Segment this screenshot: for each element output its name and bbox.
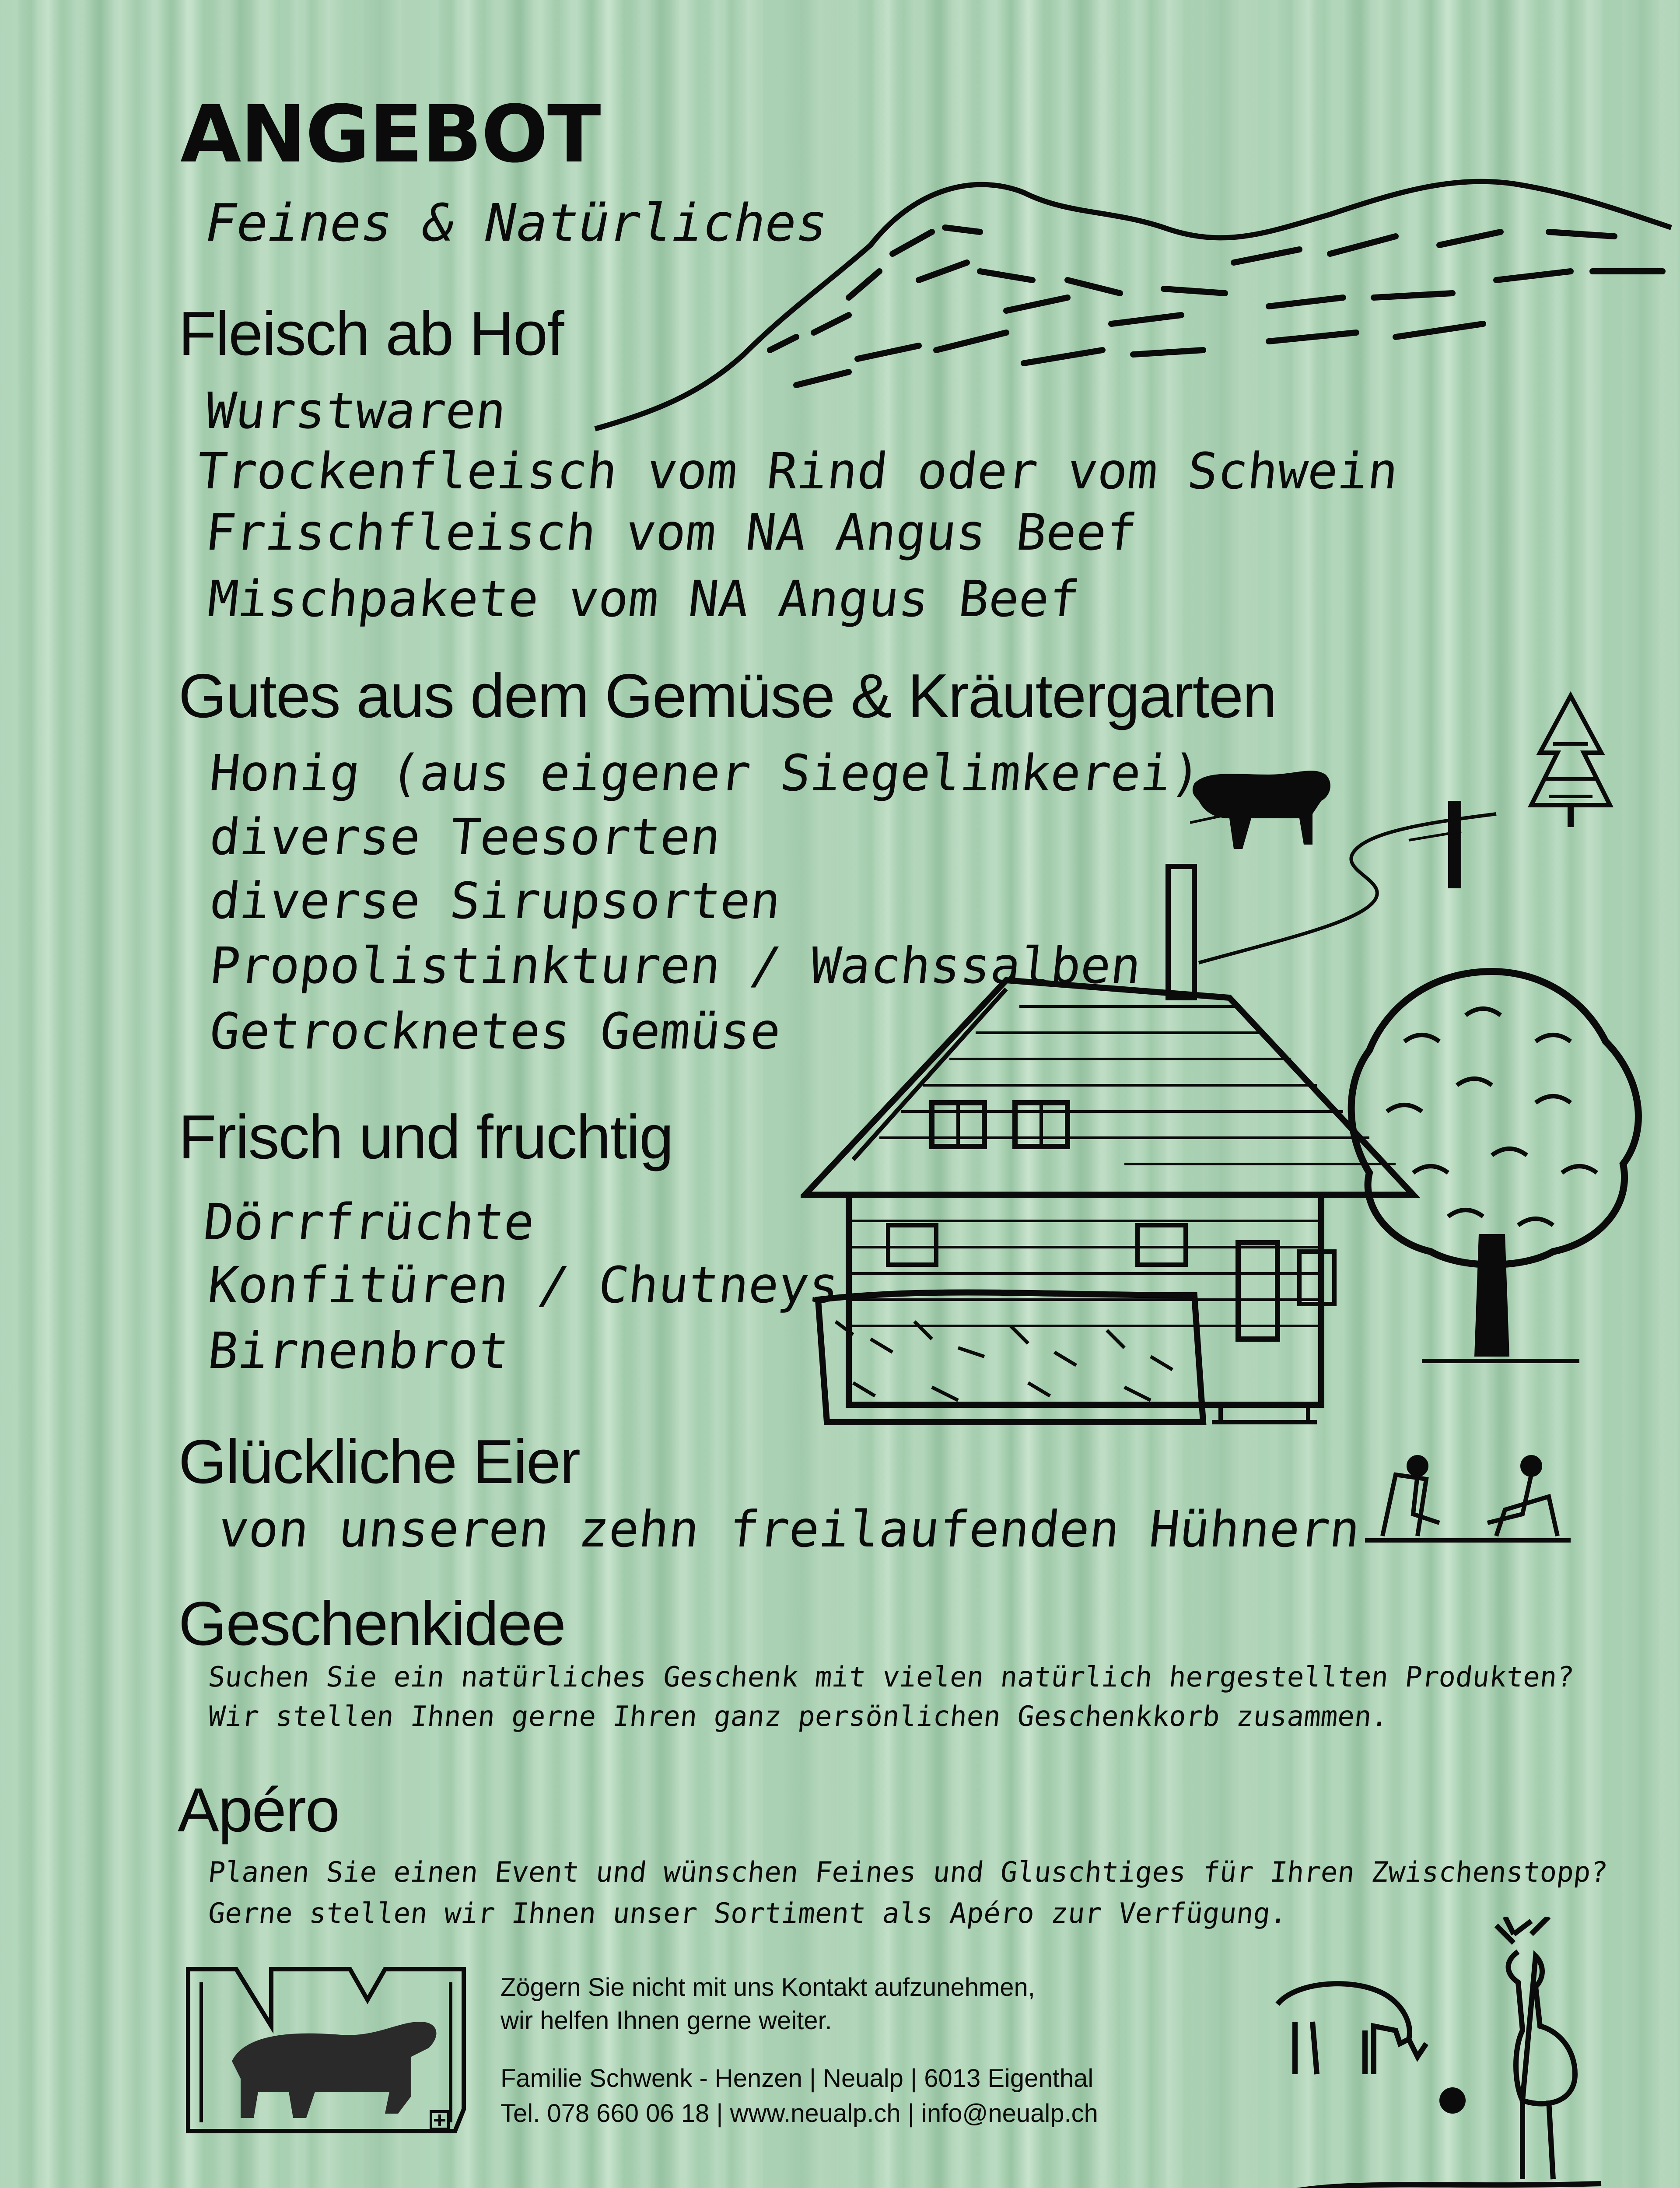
contact-address: Familie Schwenk - Henzen | Neualp | 6013 Eigenthal [500, 2062, 1093, 2095]
section-heading-geschenkidee: Geschenkidee [178, 1593, 565, 1655]
list-item: Trockenfleisch vom Rind oder vom Schwein [194, 446, 1400, 496]
list-item: diverse Sirupsorten [207, 876, 783, 926]
section-heading-fleisch: Fleisch ab Hof [178, 303, 564, 365]
paragraph-line: Wir stellen Ihnen gerne Ihren ganz persönlichen Geschenkkorb zusammen. [206, 1698, 1390, 1736]
page-title: ANGEBOT [180, 95, 600, 174]
contact-intro-line1: Zögern Sie nicht mit uns Kontakt aufzunehmen, [500, 1971, 1035, 2004]
list-item: Mischpakete vom NA Angus Beef [206, 574, 1082, 624]
paragraph-line: Gerne stellen wir Ihnen unser Sortiment als Apéro zur Verfügung. [206, 1895, 1289, 1932]
list-item: von unseren zehn freilaufenden Hühnern [216, 1504, 1362, 1554]
list-item: Propolistinkturen / Wachssalben [207, 941, 1144, 991]
section-heading-eier: Glückliche Eier [178, 1431, 580, 1493]
contact-phone-web: Tel. 078 660 06 18 | www.neualp.ch | info@neualp.ch [500, 2097, 1098, 2130]
section-heading-garten: Gutes aus dem Gemüse & Kräutergarten [178, 665, 1276, 727]
page-subtitle: Feines & Natürliches [206, 193, 827, 253]
section-heading-apero: Apéro [178, 1779, 339, 1841]
list-item: diverse Teesorten [207, 812, 723, 862]
section-heading-frisch: Frisch und fruchtig [178, 1106, 673, 1168]
list-item: Honig (aus eigener Siegelimkerei) [207, 748, 1204, 798]
list-item: Birnenbrot [206, 1326, 511, 1376]
paragraph-line: Planen Sie einen Event und wünschen Feines und Gluschtiges für Ihren Zwischenstopp? [206, 1854, 1609, 1891]
list-item: Getrocknetes Gemüse [207, 1006, 783, 1056]
list-item: Dörrfrüchte [201, 1197, 537, 1247]
list-item: Konfitüren / Chutneys [206, 1260, 841, 1310]
list-item: Wurstwaren [203, 386, 508, 436]
contact-intro-line2: wir helfen Ihnen gerne weiter. [500, 2004, 832, 2037]
list-item: Frischfleisch vom NA Angus Beef [203, 508, 1139, 558]
paragraph-line: Suchen Sie ein natürliches Geschenk mit vielen natürlich hergestellten Produkten? [206, 1659, 1575, 1696]
